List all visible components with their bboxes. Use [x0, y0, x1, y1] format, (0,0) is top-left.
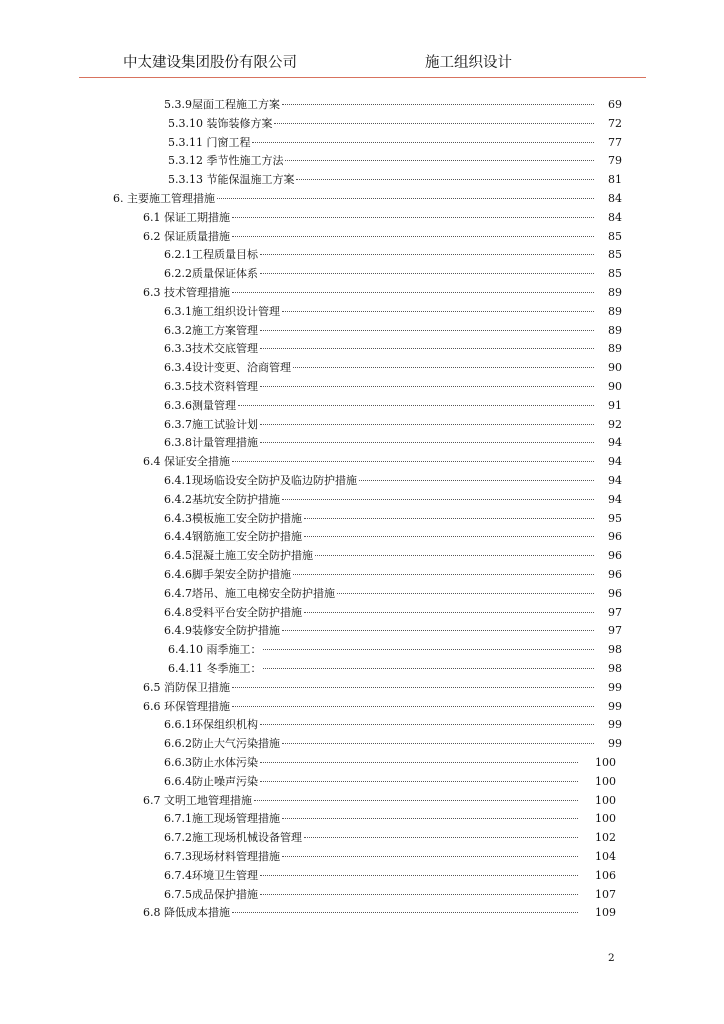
toc-entry-page: 81 — [608, 173, 622, 187]
toc-entry[interactable] — [164, 735, 622, 754]
toc-entry[interactable] — [164, 416, 622, 435]
toc-entry-page: 91 — [608, 398, 622, 412]
toc-entry-label: 6.6 环保管理措施 — [143, 699, 230, 713]
toc-dot-leader — [238, 405, 594, 406]
toc-entry-page: 109 — [595, 906, 616, 920]
toc-entry-label: 6.7.5成品保护措施 — [164, 887, 258, 901]
toc-dot-leader — [282, 856, 578, 857]
toc-entry[interactable] — [164, 322, 622, 341]
toc-dot-leader — [293, 367, 594, 368]
toc-entry-label: 6.3 技术管理措施 — [143, 286, 230, 299]
toc-entry[interactable] — [164, 528, 622, 547]
toc-dot-leader — [359, 480, 594, 481]
toc-entry[interactable] — [164, 472, 622, 491]
toc-entry-page: 96 — [608, 586, 622, 600]
toc-dot-leader — [232, 912, 578, 913]
toc-entry[interactable] — [164, 359, 622, 378]
toc-dot-leader — [232, 706, 594, 707]
toc-dot-leader — [304, 536, 594, 537]
toc-entry-page: 69 — [608, 98, 622, 111]
toc-entry[interactable] — [164, 96, 622, 115]
toc-dot-leader — [260, 762, 578, 763]
toc-entry[interactable] — [164, 566, 622, 585]
toc-dot-leader — [260, 273, 594, 274]
toc-dot-leader — [285, 160, 594, 161]
toc-entry[interactable] — [164, 585, 622, 604]
toc-entry-label: 6.4.11 冬季施工： — [168, 662, 262, 675]
toc-entry-label: 6.7.3现场材料管理措施 — [164, 850, 280, 863]
toc-entry-page: 97 — [608, 624, 622, 638]
toc-entry-page: 89 — [608, 304, 622, 318]
header-company: 中太建设集团股份有限公司 — [123, 55, 297, 71]
toc-entry[interactable] — [164, 491, 622, 510]
toc-entry[interactable] — [164, 397, 622, 416]
toc-entry[interactable] — [143, 228, 622, 247]
toc-dot-leader — [260, 875, 578, 876]
toc-dot-leader — [274, 123, 594, 124]
toc-entry[interactable] — [164, 886, 616, 905]
toc-entry-label: 6.3.5技术资料管理 — [164, 380, 258, 393]
toc-entry[interactable] — [168, 134, 622, 153]
toc-entry-label: 6.3.6测量管理 — [164, 398, 236, 412]
toc-entry-page: 100 — [595, 793, 616, 807]
toc-entry-label: 6.4.10 雨季施工： — [168, 643, 262, 657]
toc-entry[interactable] — [168, 641, 622, 660]
toc-entry[interactable] — [164, 303, 622, 322]
toc-dot-leader — [282, 311, 594, 312]
toc-entry[interactable] — [143, 792, 616, 811]
toc-entry[interactable] — [143, 453, 622, 472]
toc-entry-label: 6.4.3模板施工安全防护措施 — [164, 511, 302, 525]
toc-entry[interactable] — [164, 547, 622, 566]
toc-entry-page: 98 — [608, 662, 622, 675]
toc-entry[interactable] — [143, 904, 616, 923]
header-doc-title: 施工组织设计 — [425, 55, 512, 71]
toc-entry-page: 90 — [608, 380, 622, 393]
toc-entry-page: 85 — [608, 248, 622, 262]
toc-entry-label: 6.7.1施工现场管理措施 — [164, 812, 280, 826]
toc-entry-page: 94 — [608, 474, 622, 487]
toc-entry[interactable] — [168, 171, 622, 190]
toc-entry[interactable] — [164, 754, 616, 773]
toc-entry-page: 102 — [595, 831, 616, 845]
toc-entry-page: 95 — [608, 511, 622, 525]
toc-entry-label: 6.4.1现场临设安全防护及临边防护措施 — [164, 474, 357, 487]
toc-dot-leader — [260, 442, 594, 443]
toc-entry[interactable] — [168, 660, 622, 679]
toc-entry[interactable] — [113, 190, 622, 209]
toc-entry[interactable] — [164, 510, 622, 529]
toc-dot-leader — [315, 555, 594, 556]
toc-entry-label: 6.4 保证安全措施 — [143, 455, 230, 469]
toc-entry-label: 6.4.6脚手架安全防护措施 — [164, 568, 291, 581]
toc-entry-label: 6.2.2质量保证体系 — [164, 267, 258, 281]
toc-entry[interactable] — [143, 679, 622, 698]
toc-entry[interactable] — [164, 622, 622, 641]
toc-entry[interactable] — [164, 265, 622, 284]
toc-entry-page: 84 — [608, 192, 622, 205]
toc-entry-label: 6.4.7塔吊、施工电梯安全防护措施 — [164, 586, 335, 600]
toc-entry-page: 94 — [608, 455, 622, 469]
toc-entry-label: 5.3.9屋面工程施工方案 — [164, 98, 280, 111]
toc-entry-label: 6.1 保证工期措施 — [143, 210, 230, 224]
toc-dot-leader — [263, 668, 594, 669]
toc-entry-page: 96 — [608, 568, 622, 581]
toc-entry-page: 72 — [608, 116, 622, 130]
toc-entry-page: 84 — [608, 210, 622, 224]
toc-entry[interactable] — [164, 340, 622, 359]
toc-entry-page: 106 — [595, 868, 616, 882]
toc-entry[interactable] — [164, 829, 616, 848]
toc-entry-label: 6.2 保证质量措施 — [143, 229, 230, 243]
toc-entry[interactable] — [164, 810, 616, 829]
toc-dot-leader — [304, 518, 594, 519]
toc-entry[interactable] — [164, 867, 616, 886]
toc-dot-leader — [232, 236, 594, 237]
toc-entry-label: 6.4.5混凝土施工安全防护措施 — [164, 549, 313, 563]
toc-dot-leader — [282, 743, 594, 744]
toc-entry-page: 85 — [608, 267, 622, 281]
toc-entry-page: 77 — [608, 135, 622, 149]
toc-dot-leader — [282, 818, 578, 819]
toc-dot-leader — [260, 330, 594, 331]
toc-dot-leader — [254, 800, 578, 801]
toc-entry[interactable] — [164, 434, 622, 453]
toc-entry[interactable] — [164, 378, 622, 397]
toc-dot-leader — [260, 348, 594, 349]
toc-entry-page: 98 — [608, 643, 622, 657]
toc-entry-page: 79 — [608, 154, 622, 168]
toc-entry-page: 92 — [608, 417, 622, 431]
toc-entry-label: 6.6.1环保组织机构 — [164, 718, 258, 732]
toc-entry[interactable] — [164, 246, 622, 265]
toc-entry-label: 6.3.7施工试验计划 — [164, 417, 258, 431]
toc-entry-page: 94 — [608, 436, 622, 450]
toc-entry-page: 97 — [608, 605, 622, 619]
toc-dot-leader — [282, 499, 594, 500]
toc-dot-leader — [304, 612, 594, 613]
toc-entry-page: 104 — [595, 850, 616, 863]
toc-entry-page: 89 — [608, 342, 622, 356]
toc-entry-label: 6.7.2施工现场机械设备管理 — [164, 831, 302, 845]
toc-entry-label: 6.5 消防保卫措施 — [143, 680, 230, 694]
toc-dot-leader — [260, 424, 594, 425]
toc-entry-page: 90 — [608, 361, 622, 375]
toc-dot-leader — [232, 461, 594, 462]
toc-entry-label: 5.3.10 装饰装修方案 — [168, 116, 273, 130]
toc-entry-label: 6.4.9装修安全防护措施 — [164, 624, 280, 638]
toc-entry-page: 99 — [608, 680, 622, 694]
toc-entry-page: 96 — [608, 530, 622, 544]
toc-dot-leader — [217, 198, 594, 199]
toc-dot-leader — [252, 142, 594, 143]
toc-dot-leader — [232, 217, 594, 218]
toc-entry-label: 6.3.1施工组织设计管理 — [164, 304, 280, 318]
toc-entry-page: 96 — [608, 549, 622, 563]
toc-entry-page: 85 — [608, 229, 622, 243]
toc-entry-page: 89 — [608, 286, 622, 299]
toc-entry[interactable] — [164, 848, 616, 867]
toc-entry-label: 6.7 文明工地管理措施 — [143, 793, 252, 807]
toc-entry-label: 6.3.3技术交底管理 — [164, 342, 258, 356]
toc-entry-label: 6.4.8受料平台安全防护措施 — [164, 605, 302, 619]
toc-entry-page: 100 — [595, 756, 616, 769]
toc-entry-label: 6.8 降低成本措施 — [143, 906, 230, 920]
toc-dot-leader — [263, 649, 594, 650]
page-number: 2 — [608, 952, 615, 964]
toc-entry[interactable] — [168, 115, 622, 134]
toc-dot-leader — [260, 894, 578, 895]
toc-entry-label: 6.4.4钢筋施工安全防护措施 — [164, 530, 302, 544]
toc-entry[interactable] — [164, 773, 616, 792]
toc-entry[interactable] — [143, 209, 622, 228]
toc-entry-page: 89 — [608, 323, 622, 337]
toc-entry[interactable] — [164, 716, 622, 735]
toc-entry-label: 6. 主要施工管理措施 — [113, 192, 215, 205]
toc-entry-label: 6.3.2施工方案管理 — [164, 323, 258, 337]
toc-entry-label: 6.2.1工程质量目标 — [164, 248, 258, 262]
toc-entry[interactable] — [143, 284, 622, 303]
toc-dot-leader — [260, 781, 578, 782]
toc-dot-leader — [282, 104, 594, 105]
toc-entry-label: 6.6.3防止水体污染 — [164, 756, 258, 769]
header-divider — [79, 77, 646, 78]
toc-dot-leader — [282, 630, 594, 631]
toc-entry-label: 6.6.2防止大气污染措施 — [164, 737, 280, 751]
toc-entry-label: 5.3.11 门窗工程 — [168, 135, 251, 149]
toc-entry[interactable] — [143, 698, 622, 717]
toc-entry-label: 5.3.13 节能保温施工方案 — [168, 173, 295, 187]
toc-entry-page: 107 — [595, 887, 616, 901]
toc-dot-leader — [296, 179, 594, 180]
toc-dot-leader — [304, 837, 578, 838]
toc-entry-page: 99 — [608, 718, 622, 732]
toc-entry-page: 100 — [595, 774, 616, 788]
toc-entry-label: 6.6.4防止噪声污染 — [164, 774, 258, 788]
toc-entry[interactable] — [164, 604, 622, 623]
toc-entry-page: 94 — [608, 492, 622, 506]
toc-entry-label: 6.3.8计量管理措施 — [164, 436, 258, 450]
toc-entry-label: 6.3.4设计变更、洽商管理 — [164, 361, 291, 375]
toc-entry-label: 5.3.12 季节性施工方法 — [168, 154, 284, 168]
toc-entry-label: 6.4.2基坑安全防护措施 — [164, 492, 280, 506]
toc-dot-leader — [260, 254, 594, 255]
toc-dot-leader — [260, 386, 594, 387]
toc-entry-label: 6.7.4环境卫生管理 — [164, 868, 258, 882]
toc-dot-leader — [337, 593, 594, 594]
toc-entry-page: 99 — [608, 699, 622, 713]
toc-dot-leader — [260, 724, 594, 725]
toc-entry[interactable] — [168, 152, 622, 171]
toc-entry-page: 100 — [595, 812, 616, 826]
toc-dot-leader — [232, 292, 594, 293]
toc-dot-leader — [232, 687, 594, 688]
toc-dot-leader — [293, 574, 594, 575]
toc-entry-page: 99 — [608, 737, 622, 751]
